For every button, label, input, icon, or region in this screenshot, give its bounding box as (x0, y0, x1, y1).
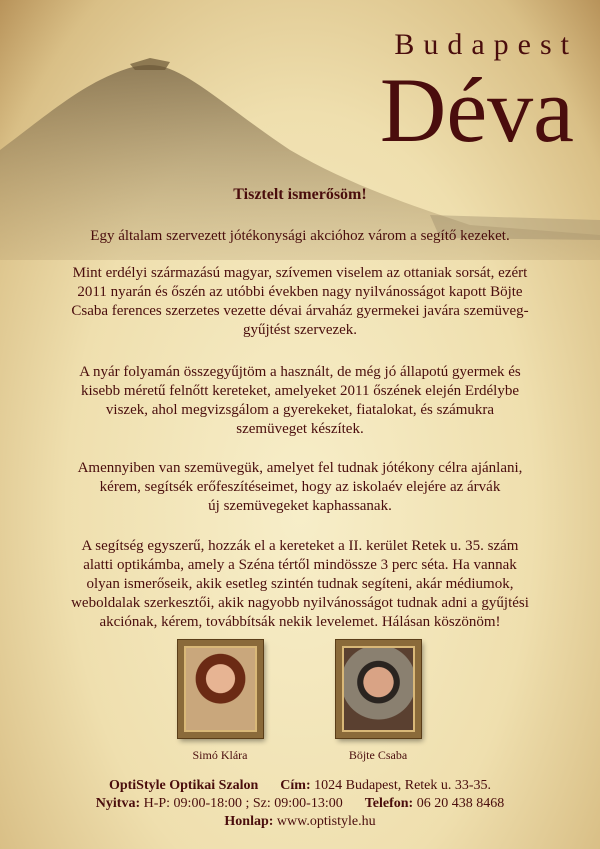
greeting: Tisztelt ismerősöm! (233, 186, 367, 203)
line: A segítség egyszerű, hozzák el a kereteket a II. kerület Retek u. 35. szám (81, 538, 519, 554)
person-name: Böjte Csaba (348, 748, 408, 762)
footer-line-2 (0, 795, 600, 813)
website-link[interactable]: www.optistyle.hu (276, 814, 376, 829)
line: akciónak, kérem, továbbítsák nekik levelemet. Hálásan köszönöm! (99, 614, 501, 630)
line: új szemüvegeket kaphassanak. (208, 498, 392, 514)
line: gyűjtést szervezek. (242, 322, 358, 338)
title-deva: Déva (379, 59, 574, 161)
footer-line-3 (0, 813, 600, 831)
address-label: Cím: (280, 778, 311, 793)
person-name: Simó Klára (192, 748, 248, 762)
hours-label: Nyitva: (95, 796, 141, 811)
phone-label: Telefon: (364, 796, 414, 811)
line: A nyár folyamán összegyűjtöm a használt, de még jó állapotú gyermek és (79, 364, 521, 380)
line: olyan ismerőseik, akik esetleg szintén tudnak segíteni, akár médiumok, (86, 576, 514, 592)
line: alatti optikámba, amely a Széna tértől mindössze 3 perc séta. Ha vannak (83, 557, 517, 573)
paragraph-5 (30, 537, 570, 632)
title-budapest: Budapest (394, 28, 578, 61)
line: kérem, segítsék erőfeszítéseimet, hogy az iskolaév elejére az árvák (99, 479, 501, 495)
line: viszek, ahol megvizsgálom a gyerekeket, fiatalokat, és számukra (105, 402, 495, 418)
line: Csaba ferences szerzetes vezette dévai árvaház gyermekei javára szemüveg- (71, 303, 529, 319)
shop-name: OptiStyle Optikai Szalon (108, 778, 259, 793)
line: kisebb méretű felnőtt kereteket, amelyeket 2011 őszének elején Erdélybe (80, 383, 519, 399)
address: 1024 Budapest, Retek u. 33-35. (314, 778, 492, 793)
web-label: Honlap: (224, 814, 274, 829)
line: Amennyiben van szemüvegük, amelyet fel tudnak jótékony célra ajánlani, (77, 460, 523, 476)
hours: H-P: 09:00-18:00 ; Sz: 09:00-13:00 (143, 796, 343, 811)
line: Egy általam szervezett jótékonysági akcióhoz várom a segítő kezeket. (90, 228, 510, 244)
portrait-bojte-csaba (336, 640, 421, 738)
phone: 06 20 438 8468 (416, 796, 505, 811)
paragraph-2 (30, 264, 570, 340)
footer-line-1 (0, 777, 600, 795)
line: szemüveget készítek. (236, 421, 364, 437)
paragraph-3 (30, 363, 570, 439)
line: weboldalak szerkesztői, akik nagyobb nyilvánosságot tudnak adni a gyűjtési (71, 595, 529, 611)
line: 2011 nyarán és őszén az utóbbi években nagy nyilvánosságot kapott Böjte (77, 284, 523, 300)
paragraph-4 (30, 459, 570, 516)
portrait-simo-klara (178, 640, 263, 738)
line: Mint erdélyi származású magyar, szívemen viselem az ottaniak sorsát, ezért (72, 265, 528, 281)
paragraph-1 (30, 227, 570, 246)
